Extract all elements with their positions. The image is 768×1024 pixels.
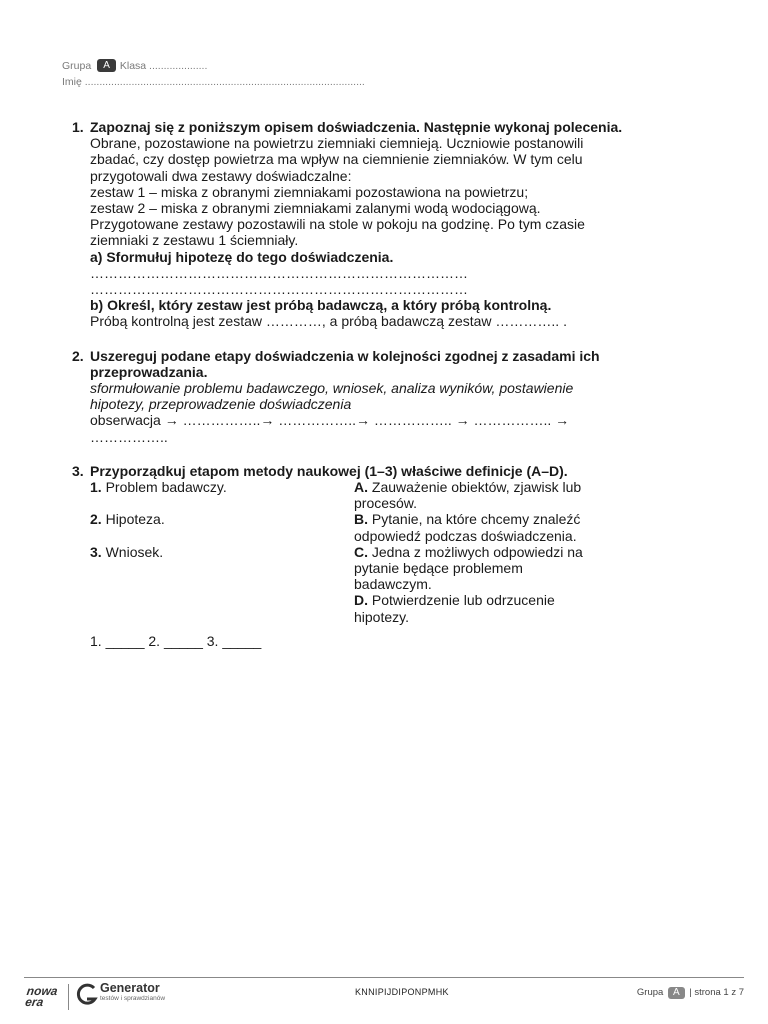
- answer-blank: ………………………………………………………………………: [90, 264, 468, 281]
- task-number: 2.: [72, 347, 84, 364]
- stage-item: 3. Wniosek.: [90, 543, 164, 560]
- definition-item: A. Zauważenie obiektów, zjawisk lub procesów.: [354, 479, 582, 512]
- task-text-line: Obrane, pozostawione na powietrzu ziemniaki ciemnieją. Uczniowie postanowili zbadać, czy dostęp powietrza ma wpływ na ciemnienie ziemniaków. W tym celu przygotowali dwa zestawy doświadczalne:: [90, 135, 584, 184]
- task-3: [72, 463, 632, 649]
- worksheet-code: KNNIPIJDIPONPMHK: [355, 987, 449, 997]
- logo-separator: [68, 984, 69, 1010]
- task-title: Zapoznaj się z poniższym opisem doświadczenia. Następnie wykonaj polecenia.: [90, 119, 623, 135]
- matching-row: [90, 479, 632, 511]
- name-blank: ................................................................................................: [84, 76, 365, 88]
- stage-item: 1. Problem badawczy.: [90, 479, 227, 496]
- page-footer: [24, 980, 744, 1020]
- name-label: Imię: [62, 76, 82, 88]
- task-text-line: zestaw 2 – miska z obranymi ziemniakami zalanymi wodą wodociągową.: [90, 200, 541, 217]
- sequence-answer: obserwacja → ……………..→ ……………..→ …………….. → …………….. → ……………..: [90, 412, 570, 445]
- matching-answer-line: 1. _____ 2. _____ 3. _____: [90, 632, 262, 649]
- generator-g-icon: [76, 982, 98, 1008]
- matching-row: [90, 544, 632, 593]
- matching-row: [90, 511, 632, 543]
- task-number: 3.: [72, 462, 84, 479]
- task-text-line: zestaw 1 – miska z obranymi ziemniakami pozostawiona na powietrzu;: [90, 183, 529, 200]
- name-row: [62, 74, 365, 90]
- group-badge: A: [97, 59, 116, 72]
- task-2: [72, 348, 632, 445]
- worksheet-header: [62, 58, 365, 90]
- definition-item: B. Pytanie, na które chcemy znaleźć odpowiedź podczas doświadczenia.: [354, 511, 581, 544]
- group-class-row: [62, 58, 365, 74]
- page-info: Grupa A | strona 1 z 7: [636, 987, 744, 998]
- stage-item: 2. Hipoteza.: [90, 511, 165, 528]
- subtask-b-answer: Próbą kontrolną jest zestaw …………, a próbą badawczą zestaw ………….. .: [90, 313, 567, 330]
- definition-item: C. Jedna z możliwych odpowiedzi na pytanie będące problemem badawczym.: [354, 543, 583, 593]
- class-blank: ....................: [149, 60, 208, 72]
- task-text-line: Przygotowane zestawy pozostawili na stole w pokoju na godzinę. Po tym czasie ziemniaki z zestawu 1 ściemniały.: [90, 216, 585, 249]
- footer-divider: [24, 977, 744, 978]
- class-label: Klasa: [119, 60, 147, 72]
- task-1: [72, 119, 632, 330]
- stage-options: sformułowanie problemu badawczego, wniosek, analiza wyników, postawienie hipotezy, przeprowadzenie doświadczenia: [90, 380, 574, 413]
- nowa-era-logo: nowa era: [24, 984, 59, 1009]
- worksheet-content: [72, 119, 632, 649]
- task-title: Przyporządkuj etapom metody naukowej (1–3) właściwe definicje (A–D).: [90, 462, 568, 479]
- task-title: Uszereguj podane etapy doświadczenia w kolejności zgodnej z zasadami ich przeprowadzania.: [90, 347, 600, 380]
- generator-brand: Generator testów i sprawdzianów: [100, 981, 166, 1002]
- group-label: Grupa: [62, 60, 92, 72]
- subtask-b-prompt: b) Określ, który zestaw jest próbą badawczą, a który próbą kontrolną.: [90, 297, 552, 314]
- answer-blank: ………………………………………………………………………: [90, 281, 468, 298]
- matching-row: [90, 592, 632, 624]
- subtask-a-prompt: a) Sformułuj hipotezę do tego doświadczenia.: [90, 248, 394, 265]
- definition-item: D. Potwierdzenie lub odrzucenie hipotezy.: [354, 592, 555, 625]
- task-number: 1.: [72, 119, 84, 135]
- footer-group-badge: A: [668, 987, 685, 999]
